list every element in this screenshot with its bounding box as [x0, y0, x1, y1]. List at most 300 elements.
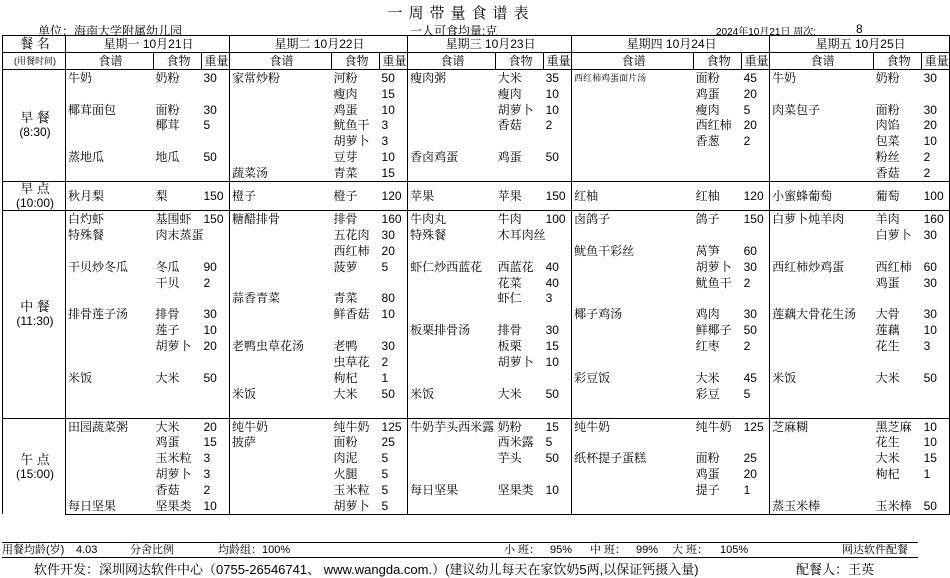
food-item: 纯牛奶 [694, 418, 742, 434]
food-weight: 10 [545, 102, 559, 117]
dish-name [230, 117, 332, 133]
dish-name: 排骨莲子汤 [66, 306, 154, 322]
meal-name: 午 点 [20, 451, 50, 467]
food-item [694, 149, 742, 165]
table-row [3, 402, 950, 418]
food-weight: 150 [544, 182, 572, 211]
dish-name [572, 149, 694, 165]
dish-name [770, 434, 874, 450]
food-weight: 5 [545, 435, 553, 450]
table-row [3, 133, 950, 149]
food-item [694, 434, 742, 450]
dish-name [408, 354, 496, 370]
column-header: 重量 [742, 52, 770, 69]
food-item: 鲜香菇 [333, 307, 370, 322]
food-weight [202, 86, 230, 102]
table-row [3, 227, 950, 243]
food-weight: 20 [743, 86, 757, 101]
food-item: 粉丝 [875, 150, 900, 165]
dish-name [230, 354, 332, 370]
food-weight: 15 [922, 450, 950, 466]
dish-name [408, 86, 496, 102]
food-weight: 10 [545, 483, 559, 498]
food-item [694, 354, 742, 370]
food-item [874, 402, 922, 418]
dish-name [572, 275, 694, 291]
column-header: 食物 [874, 52, 922, 69]
food-item [154, 386, 202, 402]
food-item: 坚果类 [497, 483, 534, 498]
dish-name [408, 133, 496, 149]
food-item: 大米 [496, 69, 544, 85]
food-weight [922, 482, 950, 498]
food-weight [742, 290, 770, 306]
dish-name [230, 243, 332, 259]
food-weight: 100 [922, 182, 950, 211]
food-item: 鸡蛋 [497, 150, 522, 165]
food-item: 椰茸 [155, 118, 180, 133]
dish-name [770, 354, 874, 370]
food-weight: 45 [743, 370, 757, 385]
food-weight: 150 [202, 211, 230, 227]
day-header: 星期三 10月23日 [408, 36, 572, 53]
footer-software: 软件开发：深圳网达软件中心（0755-26546741、 www.wangda.com.）(建议幼儿每天在家饮奶5两,以保证钙摄入量) [34, 562, 699, 577]
food-item: 鸡蛋 [695, 467, 720, 482]
dish-name [66, 86, 154, 102]
table-row [3, 290, 950, 306]
table-row [3, 86, 950, 102]
meal-name-cell [3, 182, 66, 211]
dish-name [572, 165, 694, 181]
food-item: 冬瓜 [155, 259, 180, 274]
dish-name: 苹果 [408, 182, 496, 211]
food-weight [742, 165, 770, 181]
dish-name [408, 102, 496, 118]
food-weight: 30 [202, 69, 230, 85]
food-weight: 20 [743, 467, 757, 482]
food-item [496, 370, 544, 386]
food-item [332, 322, 380, 338]
food-weight: 30 [381, 227, 395, 242]
food-item [496, 402, 544, 418]
dish-name [66, 386, 154, 402]
food-weight: 30 [922, 275, 950, 291]
column-header: 重量 [380, 52, 408, 69]
food-item [332, 275, 380, 291]
dish-name [408, 402, 496, 418]
food-weight: 30 [922, 102, 950, 118]
food-weight [544, 243, 572, 259]
dish-name: 莲藕大骨花生汤 [770, 306, 874, 322]
food-item: 枸杞 [875, 467, 900, 482]
food-weight: 15 [545, 339, 559, 354]
food-weight [202, 165, 230, 181]
food-item: 橙子 [332, 182, 380, 211]
food-weight: 3 [922, 338, 950, 354]
food-item: 面粉 [694, 69, 742, 85]
dish-name [770, 450, 874, 466]
day-header: 星期一 10月21日 [66, 36, 230, 53]
dish-name [770, 165, 874, 181]
age-label: 用餐均龄(岁) [2, 544, 65, 556]
food-weight [742, 149, 770, 165]
dish-name [572, 434, 694, 450]
dish-name [408, 165, 496, 181]
food-item: 面粉 [333, 435, 358, 450]
food-item: 鸡肉 [695, 307, 720, 322]
table-row [3, 102, 950, 118]
food-weight: 10 [922, 322, 950, 338]
food-item: 羊肉 [874, 211, 922, 227]
food-item: 香菇 [497, 118, 522, 133]
dish-name [66, 165, 154, 181]
food-item: 西红柿 [333, 243, 370, 258]
food-weight: 2 [743, 339, 751, 354]
small-class-label: 小 班： [504, 544, 541, 556]
food-weight: 1 [922, 466, 950, 482]
food-weight [742, 354, 770, 370]
table-row [3, 450, 950, 466]
dish-name [66, 133, 154, 149]
food-weight [742, 402, 770, 418]
food-weight: 150 [742, 211, 770, 227]
food-weight: 5 [381, 259, 389, 274]
food-weight: 25 [381, 435, 395, 450]
small-class-value: 95% [550, 544, 573, 556]
dish-name [66, 482, 154, 498]
food-weight [380, 275, 408, 291]
dish-name: 板栗排骨汤 [408, 322, 496, 338]
food-weight: 10 [381, 102, 395, 117]
food-item: 大米 [875, 451, 900, 466]
food-weight: 10 [922, 418, 950, 434]
dish-name [572, 354, 694, 370]
meal-name-header: 餐 名 [3, 36, 66, 53]
day-header: 星期五 10月25日 [770, 36, 950, 53]
food-item: 胡萝卜 [497, 354, 534, 369]
dish-name: 蒸地瓜 [66, 149, 154, 165]
food-weight: 10 [381, 307, 395, 322]
food-weight: 50 [545, 386, 559, 401]
dish-name: 芝麻糊 [770, 418, 874, 434]
meal-name: 早 餐 [20, 110, 50, 126]
dish-name [66, 243, 154, 259]
column-header: 重量 [202, 52, 230, 69]
food-weight: 10 [545, 86, 559, 101]
food-item: 葡萄 [874, 182, 922, 211]
food-weight [922, 290, 950, 306]
dish-name: 瘦肉粥 [408, 69, 496, 85]
dish-name [770, 482, 874, 498]
food-weight [922, 354, 950, 370]
food-item: 莲藕 [875, 323, 900, 338]
food-weight: 100 [544, 211, 572, 227]
dish-name: 椰子鸡汤 [572, 306, 694, 322]
dish-name: 小蜜蜂葡萄 [770, 182, 874, 211]
food-weight: 80 [381, 291, 395, 306]
dish-name: 卤鸽子 [572, 211, 694, 227]
food-weight: 150 [202, 182, 230, 211]
food-item: 鱿鱼干 [695, 275, 732, 290]
food-item: 西红柿 [695, 118, 732, 133]
dish-name [572, 386, 694, 402]
food-weight: 3 [545, 291, 553, 306]
table-row [3, 165, 950, 181]
dish-name [770, 402, 874, 418]
food-weight: 20 [381, 243, 395, 258]
food-weight: 50 [922, 370, 950, 386]
food-item [874, 290, 922, 306]
dish-name [230, 149, 332, 165]
food-item [154, 402, 202, 418]
dish-name [572, 498, 694, 514]
dish-name [408, 117, 496, 133]
food-weight [544, 165, 572, 181]
food-weight: 3 [381, 118, 389, 133]
dish-name: 糖醋排骨 [230, 211, 332, 227]
food-item: 鸡蛋 [155, 435, 180, 450]
dish-name [770, 149, 874, 165]
food-item: 牛肉 [496, 211, 544, 227]
dish-name [572, 117, 694, 133]
dish-name: 橙子 [230, 182, 332, 211]
food-weight [544, 227, 572, 243]
food-item: 玉米粒 [155, 451, 192, 466]
food-weight: 5 [381, 451, 389, 466]
week-number: 8 [856, 22, 863, 36]
food-weight: 3 [203, 451, 211, 466]
food-weight [922, 86, 950, 102]
food-item: 排骨 [155, 307, 180, 322]
age-value: 4.03 [76, 544, 98, 556]
dish-name [230, 322, 332, 338]
food-weight: 2 [203, 275, 211, 290]
column-header: 食物 [694, 52, 742, 69]
dish-name [408, 450, 496, 466]
table-row [3, 322, 950, 338]
food-weight: 20 [743, 118, 757, 133]
dish-name [66, 290, 154, 306]
dish-name [770, 322, 874, 338]
dish-name [572, 466, 694, 482]
food-item [694, 165, 742, 181]
food-item: 梨 [154, 182, 202, 211]
dish-name [572, 102, 694, 118]
food-item: 黑芝麻 [874, 418, 922, 434]
meal-time: (8:30) [19, 125, 51, 140]
column-header: 食谱 [572, 52, 694, 69]
food-item: 青菜 [333, 166, 358, 181]
food-item: 肉馅 [875, 118, 900, 133]
dish-name: 西红柿鸡蛋面片汤 [572, 69, 694, 85]
food-weight [922, 402, 950, 418]
dish-name: 特殊餐 [408, 227, 496, 243]
dish-name: 纸杯提子蛋糕 [572, 450, 694, 466]
table-row [3, 354, 950, 370]
dish-name [230, 402, 332, 418]
dish-name [66, 450, 154, 466]
day-header: 星期四 10月24日 [572, 36, 770, 53]
ratio-label: 分舍比例 [130, 544, 174, 556]
food-item: 彩豆 [695, 386, 720, 401]
food-item [694, 227, 742, 243]
food-item [496, 165, 544, 181]
food-weight [202, 227, 230, 243]
dish-name: 干贝炒冬瓜 [66, 259, 154, 275]
food-item [154, 290, 202, 306]
table-row [3, 418, 950, 434]
dish-name: 米饭 [230, 386, 332, 402]
food-weight: 30 [922, 227, 950, 243]
food-item: 花生 [875, 435, 900, 450]
food-item: 大米 [154, 418, 202, 434]
table-row [3, 259, 950, 275]
food-weight: 10 [922, 133, 950, 149]
food-weight: 2 [922, 165, 950, 181]
food-weight [544, 402, 572, 418]
food-weight [380, 322, 408, 338]
food-weight: 2 [922, 149, 950, 165]
dish-name [408, 498, 496, 514]
food-item [874, 482, 922, 498]
food-weight: 2 [381, 354, 389, 369]
food-weight: 160 [922, 211, 950, 227]
food-item: 玉米棒 [874, 498, 922, 514]
dish-name: 肉菜包子 [770, 102, 874, 118]
column-header: 食谱 [408, 52, 496, 69]
table-row [3, 370, 950, 386]
dish-name: 米饭 [408, 386, 496, 402]
food-item: 枸杞 [333, 370, 358, 385]
dish-name [408, 275, 496, 291]
food-weight: 60 [922, 259, 950, 275]
food-weight: 120 [380, 182, 408, 211]
food-item: 奶粉 [154, 69, 202, 85]
food-item: 包菜 [875, 134, 900, 149]
dish-name [408, 243, 496, 259]
food-item [694, 402, 742, 418]
food-weight [380, 402, 408, 418]
food-item: 豆芽 [333, 150, 358, 165]
food-item: 莴笋 [695, 243, 720, 258]
dish-name [770, 338, 874, 354]
food-item: 瘦肉 [497, 86, 522, 101]
dish-name: 纯牛奶 [230, 418, 332, 434]
food-item [694, 498, 742, 514]
column-header: 食谱 [66, 52, 154, 69]
dish-name: 牛奶 [770, 69, 874, 85]
dish-name [408, 434, 496, 450]
footer-preparer: 配餐人：王英 [796, 562, 875, 577]
food-weight: 10 [922, 434, 950, 450]
dish-name [572, 259, 694, 275]
dish-name: 白萝卜炖羊肉 [770, 211, 874, 227]
food-item: 胡萝卜 [497, 102, 534, 117]
table-row [3, 338, 950, 354]
food-item [154, 354, 202, 370]
software-tag: 网达软件配餐 [842, 544, 908, 556]
food-weight [202, 290, 230, 306]
dish-name: 彩豆饭 [572, 370, 694, 386]
food-item: 大米 [155, 370, 180, 385]
food-weight: 5 [203, 118, 211, 133]
food-weight [544, 370, 572, 386]
dish-name: 椰茸面包 [66, 102, 154, 118]
dish-name: 西红柿炒鸡蛋 [770, 259, 874, 275]
food-item: 红枣 [695, 339, 720, 354]
food-weight [742, 434, 770, 450]
dish-name [572, 322, 694, 338]
dish-name [408, 370, 496, 386]
food-weight: 50 [380, 69, 408, 85]
food-item: 面粉 [155, 102, 180, 117]
food-item: 五花肉 [333, 227, 370, 242]
food-weight: 125 [380, 418, 408, 434]
dish-name: 纯牛奶 [572, 418, 694, 434]
food-weight: 5 [381, 483, 389, 498]
dish-name: 秋月梨 [66, 182, 154, 211]
food-weight: 15 [381, 86, 395, 101]
food-item: 青菜 [333, 291, 358, 306]
dish-name [230, 86, 332, 102]
food-item [874, 243, 922, 259]
food-item [332, 402, 380, 418]
meal-time-header: (用餐时间) [3, 52, 66, 69]
dish-name: 牛奶芋头西米露 [408, 418, 496, 434]
dish-name [230, 466, 332, 482]
food-item: 瘦肉 [333, 86, 358, 101]
food-weight: 20 [922, 117, 950, 133]
food-weight: 120 [742, 182, 770, 211]
meal-time: (15:00) [15, 466, 55, 481]
food-weight: 2 [545, 118, 553, 133]
food-weight: 2 [203, 483, 211, 498]
food-weight: 2 [743, 134, 751, 149]
food-weight: 15 [381, 166, 395, 181]
food-item: 排骨 [332, 211, 380, 227]
dish-name [66, 466, 154, 482]
meal-name: 中 餐 [20, 299, 50, 315]
food-item: 肉泥 [333, 451, 358, 466]
food-weight [922, 386, 950, 402]
dish-name [770, 290, 874, 306]
food-item [874, 386, 922, 402]
food-weight: 20 [202, 418, 230, 434]
table-row [3, 498, 950, 514]
food-item: 花生 [875, 339, 900, 354]
food-item [154, 243, 202, 259]
meal-time: (10:00) [15, 196, 55, 211]
food-weight: 90 [203, 259, 217, 274]
food-item: 花菜 [497, 275, 522, 290]
food-item: 香葱 [695, 134, 720, 149]
food-item: 提子 [695, 483, 720, 498]
dish-name [572, 290, 694, 306]
meal-time: (11:30) [16, 314, 54, 329]
dish-name: 老鸭虫草花汤 [230, 338, 332, 354]
food-weight: 15 [203, 435, 217, 450]
food-weight: 50 [381, 386, 395, 401]
food-item [874, 354, 922, 370]
food-item: 鸡蛋 [695, 86, 720, 101]
food-weight: 30 [922, 69, 950, 85]
food-weight: 3 [203, 467, 211, 482]
unit-label: 单位：海南大学附属幼儿园 [38, 24, 183, 38]
table-row [3, 182, 950, 211]
food-item: 西红柿 [875, 259, 912, 274]
food-weight: 40 [545, 275, 559, 290]
dish-name: 红柚 [572, 182, 694, 211]
